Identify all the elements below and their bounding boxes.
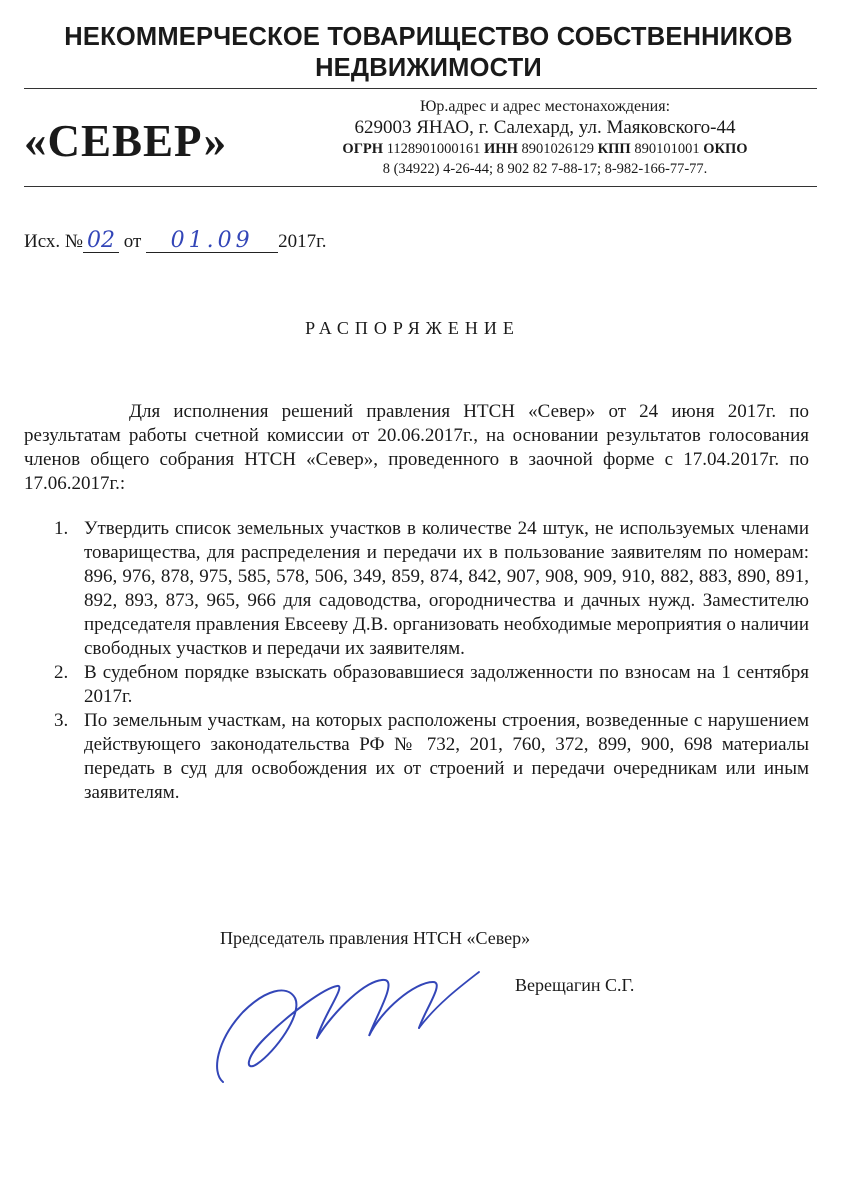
- reference-prefix: Исх. №: [24, 231, 84, 252]
- registration-numbers: [290, 139, 800, 159]
- list-item: [24, 661, 809, 709]
- organization-title-line2: НЕДВИЖИМОСТИ: [315, 54, 542, 82]
- item-number: 2.: [54, 662, 69, 683]
- handwritten-signature: [205, 960, 495, 1090]
- signatory-position: Председатель правления НТСН «Север»: [220, 928, 531, 948]
- order-items: [24, 517, 809, 805]
- item-text: В судебном порядке взыскать образовавшиеся задолженности по взносам на 1 сентября 2017г.: [84, 662, 809, 707]
- list-item: [24, 517, 809, 661]
- item-number: 1.: [54, 518, 69, 539]
- reference-date: 01.09: [146, 230, 278, 253]
- item-text: По земельным участкам, на которых расположены строения, возведенные с нарушением действующего законодательства РФ № 732, 201, 760, 372, 899, 900, 698 материалы передать в суд для освобождения их от строений и передачи очередникам или иным заявителям.: [84, 710, 809, 803]
- list-item: [24, 709, 809, 805]
- okpo-label: ОКПО: [703, 141, 748, 157]
- document-body: [24, 400, 809, 805]
- brand-name: «СЕВЕР»: [24, 116, 228, 166]
- organization-title: [20, 22, 837, 84]
- header-bottom-divider: [24, 186, 817, 187]
- ogrn-label: ОГРН: [342, 141, 384, 157]
- intro-paragraph: Для исполнения решений правления НТСН «Север» от 24 июня 2017г. по результатам работы счетной комиссии от 20.06.2017г., на основании результатов голосования членов общего собрания НТСН «Север», проведенного в заочной форме с 17.04.2017г. по 17.06.2017г.:: [24, 401, 809, 494]
- phone-numbers: 8 (34922) 4-26-44; 8 902 82 7-88-17; 8-982-166-77-77.: [382, 161, 708, 177]
- item-text: Утвердить список земельных участков в количестве 24 штук, не используемых членами товарищества, для распределения и передачи их в пользование заявителям по номерам: 896, 976, 878, 975, 585, 578, 506, 349, 859, 874, 842, 907, 908, 909, 910, 882, 883, 890, 891, 892, 893, 873, 965, 966 для садоводства, огородничества и дачных нужд. Заместителю председателя правления Евсееву Д.В. организовать необходимые мероприятия о наличии свободных участков и передачи их заявителям.: [84, 518, 809, 659]
- reference-number: 02: [83, 230, 119, 253]
- header-top-divider: [24, 88, 817, 89]
- outgoing-reference: [24, 230, 327, 253]
- inn-value: 8901026129: [521, 141, 594, 157]
- address-text: 629003 ЯНАО, г. Салехард, ул. Маяковского-44: [354, 117, 736, 138]
- ogrn-value: 1128901000161: [386, 141, 481, 157]
- reference-from: от: [123, 231, 142, 252]
- item-number: 3.: [54, 710, 69, 731]
- signatory-name: Верещагин С.Г.: [515, 975, 635, 995]
- inn-label: ИНН: [484, 141, 518, 157]
- address-label: Юр.адрес и адрес местонахождения:: [419, 98, 671, 115]
- reference-year: 2017г.: [278, 231, 327, 252]
- kpp-label: КПП: [597, 141, 631, 157]
- contact-block: [290, 97, 800, 179]
- organization-title-line1: НЕКОММЕРЧЕСКОЕ ТОВАРИЩЕСТВО СОБСТВЕННИКОВ: [64, 23, 793, 51]
- document-title: РАСПОРЯЖЕНИЕ: [305, 318, 520, 338]
- kpp-value: 890101001: [634, 141, 700, 157]
